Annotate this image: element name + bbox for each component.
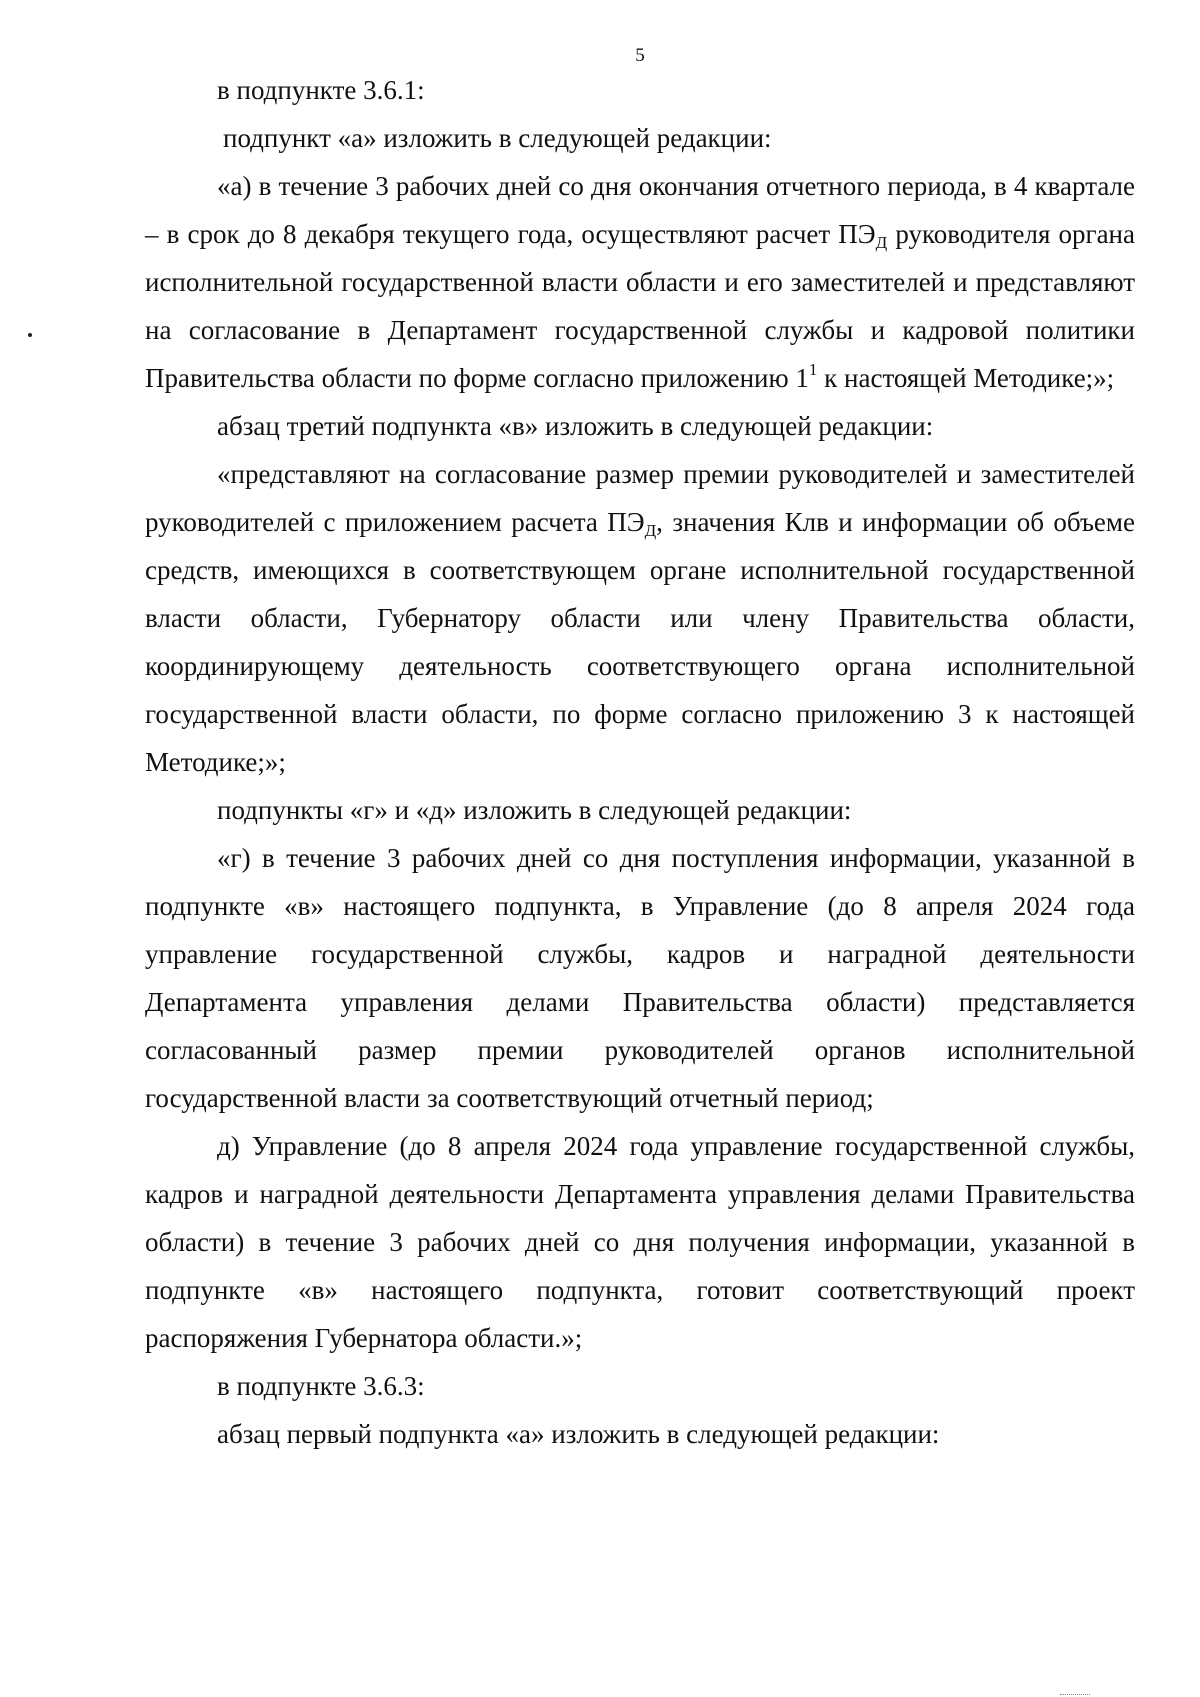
subscript: Д: [644, 521, 657, 540]
page-number: 5: [635, 45, 645, 66]
paragraph-subpoint-d-text: д) Управление (до 8 апреля 2024 года управление государственной службы, кадров и наградной деятельности Департамента управления делами Правительства области) в течение 3 рабочих дней со дня получения информации, указанной в подпункте «в» настоящего подпункта, готовит соответствующий проект распоряжения Губернатора области.»;: [145, 1131, 1135, 1353]
paragraph-subpoint-v-text: [145, 450, 1135, 786]
paragraph-part: «представляют на согласование размер премии руководителей и заместителей руководителей с приложением расчета ПЭ: [145, 459, 1135, 537]
paragraph-part: руководителя органа исполнительной государственной власти области и его заместителей и представляют на согласование в Департамент государственной службы и кадровой политики Правительства области по форме согласно приложению 1: [145, 219, 1135, 393]
paragraph-subpoint-a-text: [145, 162, 1135, 402]
document-body: [145, 66, 1135, 1458]
paragraph-instruction-a: подпункт «а» изложить в следующей редакции:: [223, 123, 772, 153]
paragraph-subpoint-g-text: «г) в течение 3 рабочих дней со дня поступления информации, указанной в подпункте «в» настоящего подпункта, в Управление (до 8 апреля 2024 года управление государственной службы, кадров и наградной деятельности Департамента управления делами Правительства области) представляется согласованный размер премии руководителей органов исполнительной государственной власти за соответствующий отчетный период;: [145, 843, 1135, 1113]
paragraph-instruction-g-d: подпункты «г» и «д» изложить в следующей редакции:: [217, 795, 852, 825]
paragraph-part: к настоящей Методике;»;: [817, 363, 1115, 393]
paragraph-part: «а) в течение 3 рабочих дней со дня окончания отчетного периода, в 4 квартале – в срок до 8 декабря текущего года, осуществляют расчет ПЭ: [145, 171, 1135, 249]
paragraph-part: , значения Клв и информации об объеме средств, имеющихся в соответствующем органе исполнительной государственной власти области, Губернатору области или члену Правительства области, координирующему деятельность соответствующего органа исполнительной государственной власти области, по форме согласно приложению 3 к настоящей Методике;»;: [145, 507, 1135, 777]
paragraph-subpoint-3-6-3: в подпункте 3.6.3:: [217, 1371, 425, 1401]
paragraph-subpoint-3-6-1: в подпункте 3.6.1:: [217, 75, 425, 105]
paragraph-instruction-first-a: абзац первый подпункта «а» изложить в следующей редакции:: [217, 1419, 940, 1449]
paragraph-instruction-v: абзац третий подпункта «в» изложить в следующей редакции:: [217, 411, 934, 441]
scan-dot: [28, 333, 32, 337]
subscript: Д: [875, 233, 888, 252]
scan-mark: [1060, 1686, 1090, 1695]
superscript: 1: [808, 360, 818, 379]
